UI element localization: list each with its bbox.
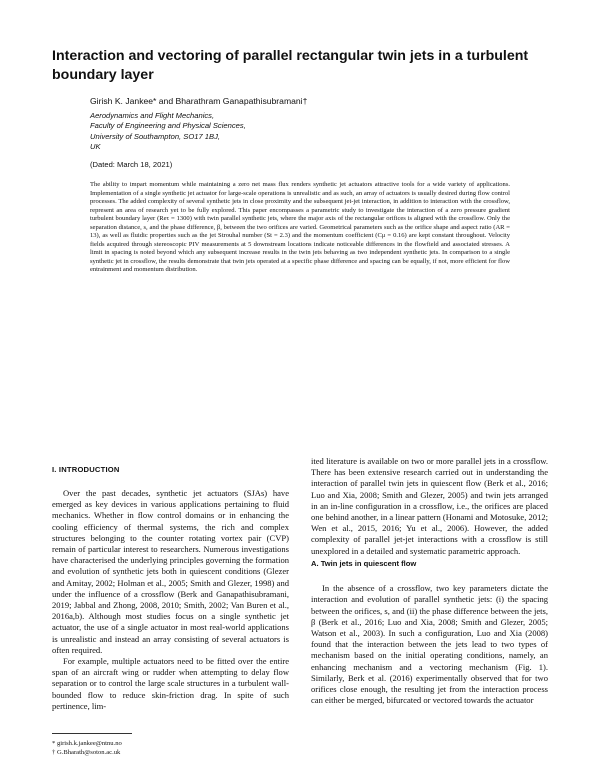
left-column	[52, 464, 289, 711]
subsection-paragraph: In the absence of a crossflow, two key parameters dictate the interaction and evolution of parallel synthetic jets: (i) the spacing between the orifices, s, and (ii) the phase difference between the jets, β (Berk et al., 2016; Luo and Xia, 2008; Smith and Glezer, 2005; Watson et al., 2003). In such a configuration, Luo and Xia (2008) found that the interaction between the jets lead to two types of mechanism based on the initial operating conditions, namely, an enhancing mechanism and a vectoring mechanism (Fig. 1). Similarly, Berk et al. (2016) experimentally observed that for two orifices close enough, the resulting jet from the interaction process can either be merged, bifurcated or vectored towards the actuator	[311, 583, 548, 706]
intro-paragraph: Over the past decades, synthetic jet actuators (SJAs) have emerged as key devices in various applications pertaining to fluid mechanics. Whether in flow control domains or in enhancing the cooling efficiency of thermal systems, the rich and complex structures belonging to the counter rotating vortex pair (CVP) remain of particular interest to researchers. Numerous investigations have characterised the underlying principles governing the formation and evolution of synthetic jets both in quiescent conditions (Glezer and Amitay, 2002; Holman et al., 2005; Smith and Glezer, 1998) and under the influence of a crossflow (Berk and Ganapathisubramani, 2019; Jabbal and Zhong, 2008, 2010; Smith, 2002; Van Buren et al., 2016a,b). Although most studies focus on a single synthetic jet actuator, the use of a single actuator in most real-world applications is unrealistic and instead an array consisting of several actuators is often required.	[52, 488, 289, 655]
footnotes	[52, 739, 122, 757]
affiliation-block	[90, 111, 350, 152]
intro-paragraph: For example, multiple actuators need to be fitted over the entire span of an aircraft wing or rudder when attempting to delay flow separation or to control the large scale structures in a turbulent wall-bounded flow to reduce skin-friction drag. In spite of such pertinence, lim-	[52, 656, 289, 711]
abstract: The ability to impart momentum while maintaining a zero net mass flux renders synthetic jet actuators attractive tools for a wide variety of applications. Implementation of a single synthetic jet actuator for large-scale operations is unrealistic and as such, an array of actuators is usually desired during flow control processes. The added complexity of several synthetic jets in close proximity and the subsequent jet-jet interaction, in addition to interaction with the crossflow, represent an area of research yet to be fully explored. This paper encompasses a parametric study to investigate the interaction of a zero pressure gradient turbulent boundary layer (Reτ = 1300) with twin parallel synthetic jets, where the major axis of the rectangular orifices is aligned with the crossflow. Only the separation distance, s, and the phase difference, β, between the two orifices are varied. Geometrical parameters such as the orifice shape and aspect ratio (AR = 13), as well as fluidic properties such as the jet Strouhal number (St = 2.3) and the momentum coefficient (Cμ = 0.16) are kept constant throughout. Velocity fields acquired through stereoscopic PIV measurements at 5 downstream locations indicate noticeable differences in the flowfield and associated stresses. A limit in spacing is noted beyond which any subsequent increase results in the twin jets behaving as two independent synthetic jets. In comparison to a single synthetic jet in crossflow, the results demonstrate that twin jets operated at a specific phase difference and spacing can be equally, if not, more efficient for flow entrainment and momentum distribution.	[90, 181, 510, 274]
author-list: Girish K. Jankee* and Bharathram Ganapathisubramani†	[90, 96, 308, 106]
affiliation-line: UK	[90, 141, 101, 151]
footnote-divider	[52, 733, 132, 734]
paper-title: Interaction and vectoring of parallel rectangular twin jets in a turbulent boundary layer	[52, 48, 529, 83]
section-heading-introduction: I. INTRODUCTION	[52, 465, 120, 474]
date-line: (Dated: March 18, 2021)	[90, 160, 173, 169]
footnote-email-1: * girish.k.jankee@ntnu.no	[52, 740, 122, 747]
intro-paragraph-continued: ited literature is available on two or more parallel jets in a crossflow. There has been extensive research carried out in understanding the interaction of parallel twin jets in quiescent flow (Berk et al., 2016; Luo and Xia, 2008; Smith and Glezer, 2005) and twin jets arranged in an in-line configuration in a crossflow, i.e., the orifices are placed one behind another, in a linear pattern (Honami and Motosuke, 2012; Wen et al., 2015, 2016; Yu et al., 2006). However, the added complexity of parallel jet-jet interactions with a crossflow is still unexplored in a detailed and systematic parametric approach.	[311, 456, 548, 556]
subsection-heading-twin-jets: A. Twin jets in quiescent flow	[311, 559, 417, 568]
affiliation-line: Aerodynamics and Flight Mechanics,	[90, 111, 215, 120]
affiliation-line: University of Southampton, SO17 1BJ,	[90, 131, 221, 141]
footnote-email-2: † G.Bharath@soton.ac.uk	[52, 749, 121, 756]
affiliation-line: Faculty of Engineering and Physical Sciences,	[90, 121, 246, 131]
